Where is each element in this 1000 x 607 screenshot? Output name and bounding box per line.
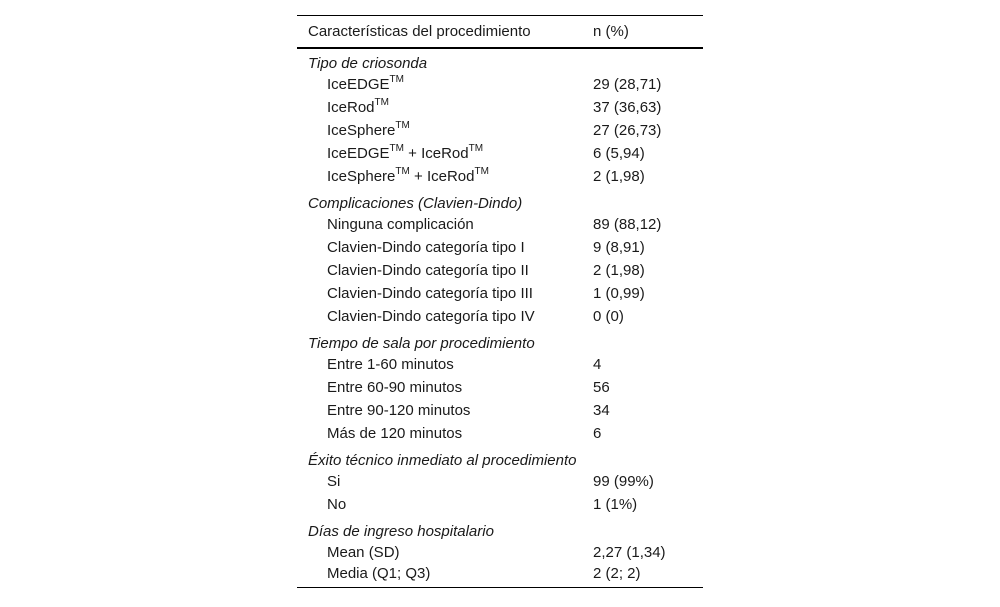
row-value: 1 (1%)	[593, 495, 638, 513]
row-label-text: No	[327, 495, 347, 513]
row-label	[297, 353, 591, 376]
row-label-text: Entre 60-90 minutos	[327, 378, 463, 396]
table-header	[297, 16, 703, 49]
row-label	[297, 470, 591, 493]
row-value: 2 (1,98)	[593, 261, 645, 279]
table-body	[297, 48, 703, 587]
row-label-text: Clavien-Dindo categoría tipo IV	[327, 307, 535, 325]
section-row	[297, 445, 703, 470]
row-value: 99 (99%)	[593, 472, 654, 490]
row-label	[297, 541, 591, 564]
section-empty-cell	[591, 188, 703, 213]
row-label-text: IceRod	[327, 98, 375, 116]
row-label-text: Mean (SD)	[327, 543, 400, 561]
row-label	[297, 305, 591, 328]
table-row	[297, 142, 703, 165]
table-row	[297, 493, 703, 516]
table-row	[297, 470, 703, 493]
row-value: 2 (1,98)	[593, 167, 645, 185]
row-label	[297, 96, 591, 119]
row-label-text: Si	[327, 472, 341, 490]
row-label	[297, 376, 591, 399]
row-value: 34	[593, 401, 610, 419]
row-value: 29 (28,71)	[593, 75, 662, 93]
table-row	[297, 376, 703, 399]
trademark-superscript: TM	[374, 96, 389, 108]
header-characteristics: Características del procedimiento	[308, 22, 531, 40]
row-label	[297, 399, 591, 422]
row-value: 37 (36,63)	[593, 98, 662, 116]
table-row	[297, 282, 703, 305]
trademark-superscript: TM	[468, 142, 484, 154]
row-label-text: IceEDGE	[327, 144, 390, 162]
section-empty-cell	[591, 48, 703, 73]
row-label	[297, 142, 591, 165]
row-label	[297, 564, 591, 587]
trademark-superscript: TM	[395, 165, 410, 177]
section-title: Éxito técnico inmediato al procedimiento	[308, 452, 577, 469]
row-value: 2 (2; 2)	[591, 564, 703, 587]
table-row	[297, 236, 703, 259]
row-label-text: + IceRod	[403, 144, 469, 162]
row-label-text: Ninguna complicación	[327, 215, 474, 233]
trademark-superscript: TM	[389, 142, 404, 154]
row-label	[297, 259, 591, 282]
table-row	[297, 259, 703, 282]
row-label	[297, 282, 591, 305]
row-label-text: Clavien-Dindo categoría tipo I	[327, 238, 525, 256]
trademark-superscript: TM	[395, 119, 410, 131]
table-row	[297, 96, 703, 119]
table-row	[297, 399, 703, 422]
row-label-text: Entre 1-60 minutos	[327, 355, 454, 373]
procedure-characteristics-table	[297, 15, 703, 588]
procedure-table-container	[297, 15, 703, 588]
table-row	[297, 165, 703, 188]
row-label-text: Media (Q1; Q3)	[327, 564, 431, 582]
row-label	[297, 236, 591, 259]
table-row	[297, 73, 703, 96]
section-title: Tiempo de sala por procedimiento	[308, 335, 535, 352]
row-value: 2,27 (1,34)	[593, 543, 666, 561]
row-label-text: Más de 120 minutos	[327, 424, 463, 442]
table-row	[297, 305, 703, 328]
header-n-percent: n (%)	[593, 22, 629, 40]
trademark-superscript: TM	[389, 73, 404, 85]
table-row	[297, 119, 703, 142]
row-label	[297, 422, 591, 445]
section-row	[297, 188, 703, 213]
section-row	[297, 516, 703, 541]
table-row	[297, 213, 703, 236]
row-value: 9 (8,91)	[593, 238, 645, 256]
row-value: 0 (0)	[593, 307, 624, 325]
row-label-text: IceEDGE	[327, 75, 390, 93]
section-row	[297, 48, 703, 73]
table-row	[297, 353, 703, 376]
table-row	[297, 564, 703, 587]
trademark-superscript: TM	[474, 165, 489, 177]
section-title: Días de ingreso hospitalario	[308, 523, 494, 540]
section-empty-cell	[591, 445, 703, 470]
section-title: Tipo de criosonda	[308, 55, 428, 72]
row-label	[297, 165, 591, 188]
section-empty-cell	[591, 328, 703, 353]
row-label-text: Clavien-Dindo categoría tipo II	[327, 261, 529, 279]
row-value: 27 (26,73)	[593, 121, 662, 139]
row-value: 56	[593, 378, 610, 396]
section-title: Complicaciones (Clavien-Dindo)	[308, 195, 523, 212]
row-label-text: + IceRod	[409, 167, 475, 185]
row-label-text: Clavien-Dindo categoría tipo III	[327, 284, 533, 302]
row-value: 6 (5,94)	[593, 144, 645, 162]
table-row	[297, 541, 703, 564]
row-value: 1 (0,99)	[593, 284, 645, 302]
section-empty-cell	[591, 516, 703, 541]
row-label	[297, 213, 591, 236]
row-value: 89 (88,12)	[593, 215, 662, 233]
row-value: 4	[593, 355, 602, 373]
row-label-text: IceSphere	[327, 167, 396, 185]
row-label	[297, 493, 591, 516]
header-row	[297, 16, 703, 49]
row-label	[297, 73, 591, 96]
row-label	[297, 119, 591, 142]
row-label-text: IceSphere	[327, 121, 396, 139]
row-label-text: Entre 90-120 minutos	[327, 401, 471, 419]
table-row	[297, 422, 703, 445]
section-row	[297, 328, 703, 353]
row-value: 6	[593, 424, 602, 442]
